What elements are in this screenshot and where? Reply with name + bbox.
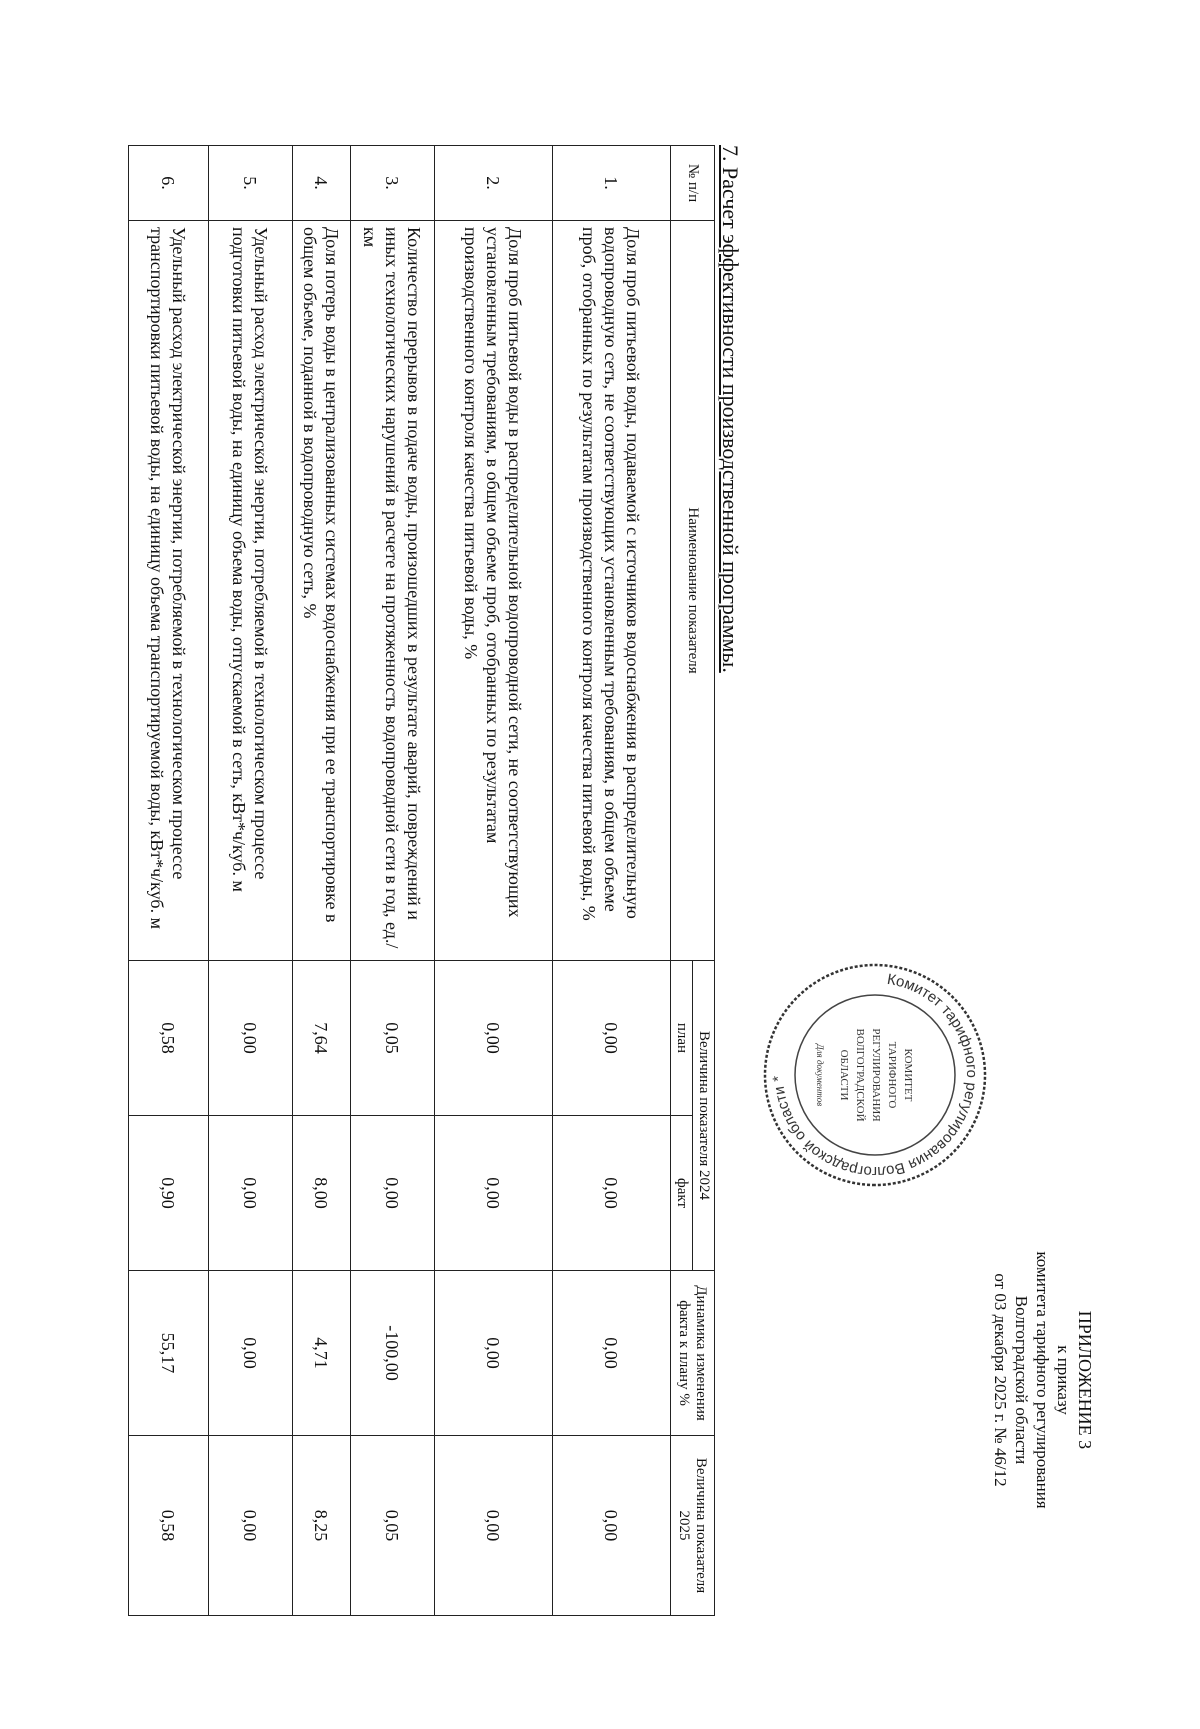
row-name: Доля потерь воды в централизованных системах водоснабжения при ее транспортировке в общем объеме, поданной в водопроводную сеть, % (293, 221, 351, 961)
header-num: № п/п (671, 146, 715, 221)
document-page (147, 135, 1115, 1625)
row-num: 5. (209, 146, 293, 221)
row-name: Доля проб питьевой воды в распределительной водопроводной сети, не соответствующих установленным требованиям, в общем объеме проб, отобранных по результатам производственного контроля качества питьевой воды, % (435, 221, 553, 961)
row-plan: 0,58 (129, 961, 209, 1116)
indicators-table (128, 145, 715, 1616)
row-fact: 0,90 (129, 1116, 209, 1271)
appendix-title: ПРИЛОЖЕНИЕ 3 (1075, 1310, 1095, 1450)
svg-text:ВОЛГОГРАДСКОЙ: ВОЛГОГРАДСКОЙ (854, 1028, 866, 1122)
section-title: 7. Расчет эффективности производственной программы. (718, 145, 743, 673)
row-value-2025: 8,25 (293, 1436, 351, 1616)
row-num: 2. (435, 146, 553, 221)
row-dynamics: 0,00 (209, 1271, 293, 1436)
table-row (209, 146, 293, 1616)
row-plan: 0,00 (553, 961, 671, 1116)
header-name: Наименование показателя (671, 221, 715, 961)
row-dynamics: 4,71 (293, 1271, 351, 1436)
svg-text:РЕГУЛИРОВАНИЯ: РЕГУЛИРОВАНИЯ (870, 1028, 882, 1122)
row-value-2025: 0,05 (351, 1436, 435, 1616)
row-value-2025: 0,00 (209, 1436, 293, 1616)
row-dynamics: 55,17 (129, 1271, 209, 1436)
svg-text:КОМИТЕТ: КОМИТЕТ (902, 1048, 914, 1102)
row-fact: 0,00 (209, 1116, 293, 1271)
appendix-line-1: к приказу (1054, 1345, 1073, 1415)
header-dynamics: Динамика изменения факта к плану % (671, 1271, 715, 1436)
row-value-2025: 0,00 (435, 1436, 553, 1616)
svg-text:Для документов: Для документов (815, 1043, 825, 1107)
row-value-2025: 0,00 (553, 1436, 671, 1616)
row-plan: 0,05 (351, 961, 435, 1116)
row-fact: 8,00 (293, 1116, 351, 1271)
table-row (351, 146, 435, 1616)
row-value-2025: 0,58 (129, 1436, 209, 1616)
table-row (435, 146, 553, 1616)
stamp-center-text (815, 1028, 914, 1122)
header-value-2025: Величина показателя 2025 (671, 1436, 715, 1616)
row-num: 3. (351, 146, 435, 221)
header-plan: план (671, 961, 693, 1116)
row-fact: 0,00 (553, 1116, 671, 1271)
appendix-header (990, 1145, 1095, 1615)
official-stamp (755, 955, 995, 1195)
header-fact: факт (671, 1116, 693, 1271)
svg-text:ОБЛАСТИ: ОБЛАСТИ (838, 1049, 850, 1101)
row-num: 6. (129, 146, 209, 221)
row-dynamics: 0,00 (553, 1271, 671, 1436)
row-num: 4. (293, 146, 351, 221)
row-name: Удельный расход электрической энергии, потребляемой в технологическом процессе подготовки питьевой воды, на единицу объема воды, отпускаемой в сеть, кВт*ч/куб. м (209, 221, 293, 961)
row-name: Доля проб питьевой воды, подаваемой с источников водоснабжения в распределительную водопроводную сеть, не соответствующих установленным требованиям, в общем объеме проб, отобранных по результатам производственного контроля качества питьевой воды, % (553, 221, 671, 961)
row-name: Удельный расход электрической энергии, потребляемой в технологическом процессе транспортировки питьевой воды, на единицу объема транспортируемой воды, кВт*ч/куб. м (129, 221, 209, 961)
appendix-line-4: от 03 декабря 2025 г. № 46/12 (991, 1273, 1010, 1487)
row-fact: 0,00 (435, 1116, 553, 1271)
stamp-ring-text: Комитет тарифного регулирования Волгоградской области * (769, 970, 981, 1181)
table-row (293, 146, 351, 1616)
row-name: Количество перерывов в подаче воды, произошедших в результате аварий, повреждений и иных технологических нарушений в расчете на протяженность водопроводной сети в год, ед./км (351, 221, 435, 961)
header-value-2024: Величина показателя 2024 (693, 961, 715, 1271)
row-num: 1. (553, 146, 671, 221)
row-dynamics: 0,00 (435, 1271, 553, 1436)
row-plan: 0,00 (209, 961, 293, 1116)
table-header-row (693, 146, 715, 1616)
row-dynamics: -100,00 (351, 1271, 435, 1436)
appendix-line-2: комитета тарифного регулирования (1033, 1251, 1052, 1509)
svg-text:ТАРИФНОГО: ТАРИФНОГО (886, 1041, 898, 1109)
row-plan: 0,00 (435, 961, 553, 1116)
row-fact: 0,00 (351, 1116, 435, 1271)
appendix-line-3: Волгоградской области (1012, 1295, 1031, 1465)
table-row (553, 146, 671, 1616)
row-plan: 7,64 (293, 961, 351, 1116)
table-row (129, 146, 209, 1616)
